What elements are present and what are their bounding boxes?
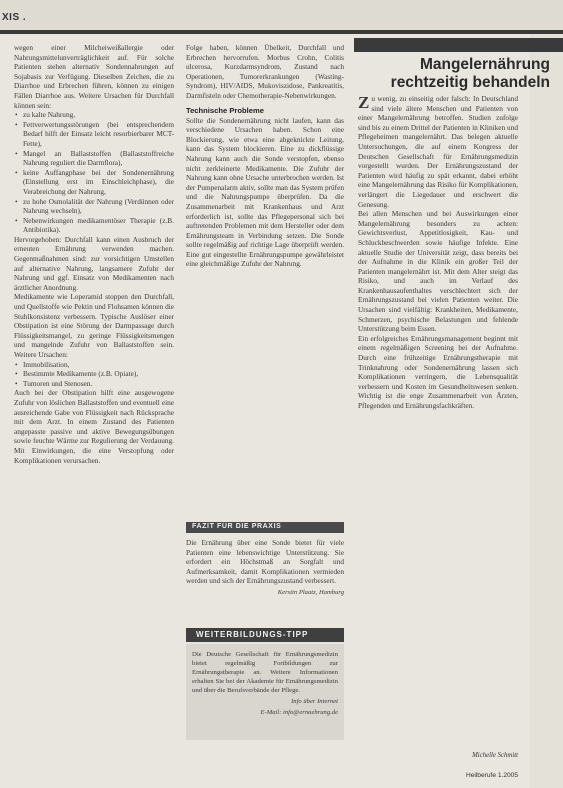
col2-paragraph-2: Sollte die Sondenernährung nicht laufen, kann das verschiedene Ursachen haben. Schon eine Blockierung, wie etwa eine abgeknickte Leitung, kann das System blockieren. Eine zu dickflüssige Nahrung kann auch die Sonde verstopfen, ebenso nicht zerkleinerte Medikamente. Die Zufuhr der Nahrung kann ohne Ursache unterbrochen werden. Ist der Pumpenalarm aktiv, sollte man das System prüfen und die Nahrungspumpe überprüfen. Da die Zusammenarbeit mit Krankenhaus und Arzt erforderlich ist, sollte das Pflegepersonal sich bei auftretenden Problemen mit dem Hersteller oder dem Ernährungsteam in Verbindung setzen. Die Sonde sollte regelmäßig auf richtige Lage überprüft werden. Eine gut eingestellte Ernährungspumpe gewährleistet eine gleichmäßige Zufuhr der Nahrung. <box>186 115 344 269</box>
tipp-contact-2: E-Mail: info@ernaehrung.de <box>260 709 338 716</box>
article-column-2 <box>186 43 344 513</box>
col1-intro: wegen einer Milcheiweißallergie oder Nahrungsmittelunverträglichkeit auf. Für solche Patienten stehen alternativ Sondennahrungen auf Sojabasis zur Verfügung. Dieselben Zeichen, die zu Diarrhoe und Erbrechen führen, können zu einigen Fällen Diarrhoe aus. Weitere Ursachen für Durchfall können sein: <box>14 43 174 110</box>
sidebar-paragraph-1 <box>358 94 518 209</box>
list-item: • Fettverwertungsstörungen (bei entsprechendem Bedarf hilft der Einsatz leicht resorbierbarer MCT-Fette), <box>23 120 174 149</box>
list-item: • zu hohe Osmolalität der Nahrung (Verdünnen oder Nahrung wechseln), <box>23 197 174 216</box>
col1-constipation-causes-list <box>14 360 174 389</box>
tipp-box <box>192 650 338 734</box>
col1-paragraph-2: Hervorgehoben: Durchfall kann einen Ausbruch der erneuten Ernährung verwenden machen. Gegenmaßnahmen sind: zur vorsichtigen Umstellen auf alternative Nahrung, langsamere Zufuhr der Nahrung und ggf. Einsatz von Medikamenten nach ärztlicher Anordnung. <box>14 234 174 292</box>
col1-diarrhea-causes-list <box>14 110 174 235</box>
right-page-margin <box>530 34 563 788</box>
tipp-header-bar <box>186 628 344 642</box>
list-item: • keine Auffangphase bei der Sondenernährung (Einstellung erst im Einschleichphase), die Verabreichung der Nahrung, <box>23 168 174 197</box>
list-item: • Mangel an Ballaststoffen (Ballaststoffreiche Nahrung reguliert die Darmflora), <box>23 149 174 168</box>
list-item: • Bestimmte Medikamente (z.B. Opiate), <box>23 369 174 379</box>
sidebar-column <box>358 94 518 744</box>
sidebar-title-line-2: rechtzeitig behandeln <box>390 74 550 91</box>
col1-paragraph-4: Auch bei der Obstipation hilft eine ausgewogene Zufuhr von löslichen Ballaststoffen und eventuell eine ausreichende Gabe von Flüssigkeit nach Rücksprache mit dem Arzt. In einem Zustand des Patienten angepasste passive und aktive Bewegungsübungen sowie feuchte Wärme zur Regulierung der Verdauung. Mit Einwirkungen, die eine Verstopfung oder Komplikationen verursachen. <box>14 388 174 465</box>
sidebar-paragraph-3: Ein erfolgreiches Ernährungsmanagement beginnt mit einem regelmäßigen Screening bei der Aufnahme. Durch eine frühzeitige Ernährungstherapie mit Trinknahrung oder Sondenernährung lassen sich Komplikationen verringern, die Lebensqualität verbessern und Kosten im Gesundheitswesen senken. Wichtig ist die enge Zusammenarbeit von Ärzten, Pflegenden und Ernährungsfachkräften. <box>358 333 518 410</box>
col2-subheading: Technische Probleme <box>186 105 264 115</box>
header-rule <box>0 30 563 34</box>
list-item: • Nebenwirkungen medikamentöser Therapie (z.B. Antibiotika). <box>23 216 174 235</box>
sidebar-title <box>354 56 550 92</box>
fazit-body: Die Ernährung über eine Sonde bietet für viele Patienten eine lebenswichtige Unterstützung. Sie erfordert ein Höchstmaß an Sorgfalt und Aufmerksamkeit, damit Komplikationen vermieden werden und sich der Ernährungszustand verbessert. <box>186 538 344 586</box>
page-reference: Heilberufe 1.2005 <box>465 772 518 779</box>
list-item: • zu kalte Nahrung, <box>23 110 174 120</box>
fazit-label: FAZIT FÜR DIE PRAXIS <box>192 523 282 530</box>
fazit-signature: Kerstin Plaatz, Hamburg <box>277 588 344 596</box>
fazit-header-bar <box>186 522 344 533</box>
list-item: • Tumoren und Stenosen. <box>23 379 174 389</box>
sidebar-title-line-1: Mangelernährung <box>419 56 550 73</box>
fazit-box <box>186 538 344 598</box>
dropcap-letter: Z <box>358 94 370 112</box>
sidebar-author: Michelle Schmitt <box>472 752 518 759</box>
page-top-margin <box>0 0 563 30</box>
sidebar-paragraph-2: Bei allen Menschen und bei Auswirkungen einer Mangelernährung besonders zu achten: Gewichtsverlust, Appetitlosigkeit, Kau- und Schluckbeschwerden sowie häufige Infekte. Eine aktuelle Studie der Universität zeigt, dass bereits bei der Aufnahme in die Klinik ein großer Teil der Patienten mangelernährt ist. Mit dem Alter steigt das Risiko, und auch im Verlauf des Krankenhausaufenthaltes verschlechtert sich der Ernährungszustand bei vielen Patienten weiter. Die Ursachen sind vielfältig: Krankheiten, Medikamente, Schmerzen, psychische Belastungen und fehlende Unterstützung beim Essen. <box>358 209 518 334</box>
col2-paragraph-1: Folge haben, können Übelkeit, Durchfall und Erbrechen hervorrufen. Morbus Crohn, Colitis ulcerosa, Kurzdarmsyndrom, Zustand nach Operationen, Tumorerkrankungen (Wasting-Syndrom), HIV/AIDS, Mukoviszidose, Pankreatitis, Darmfisteln oder Chemotherapie-Nebenwirkungen. <box>186 43 344 100</box>
tipp-label: WEITERBILDUNGS-TIPP <box>196 630 309 639</box>
tipp-body: Die Deutsche Gesellschaft für Ernährungsmedizin bietet regelmäßig Fortbildungen zur Ernährungstherapie an. Weitere Informationen erhalten Sie bei der Akademie für Ernährungsmedizin und über die Berufsverbände der Pflege. <box>192 651 338 694</box>
col1-paragraph-3: Medikamente wie Loperamid stoppen den Durchfall, und Quellstoffe wie Pektin und Flohsamen können die Stuhlkonsistenz verbessern. Typische Auslöser einer Obstipation ist eine Störung der Darmpassage durch Flüssigkeitsmangel, zu geringe Flüssigkeitsmengen und mangelnde Zufuhr von Ballaststoffen sein. Weitere Ursachen: <box>14 292 174 359</box>
tipp-contact-1: Info über Internet <box>291 698 338 705</box>
sidebar-paragraph-1-text: u wenig, zu einseitig oder falsch: In Deutschland sind viele ältere Menschen und Patienten von einer Mangelernährung betroffen. Studien zufolge sind bis zu einem Drittel der Patienten in Kliniken und Pflegeheimen mangelernährt. Das belegen aktuelle Untersuchungen, die auf einem Kongress der Deutschen Gesellschaft für Ernährungsmedizin vorgestellt wurden. Der Ernährungszustand der Patienten wird häufig zu spät erkannt, dabei erhöht eine Mangelernährung das Risiko für Komplikationen, verlängert die Liegedauer und erschwert die Genesung. <box>358 94 518 209</box>
sidebar-header-bar <box>354 38 563 52</box>
list-item: • Immobilisation, <box>23 360 174 370</box>
section-label: XIS . <box>2 12 27 23</box>
article-column-1 <box>14 43 174 783</box>
